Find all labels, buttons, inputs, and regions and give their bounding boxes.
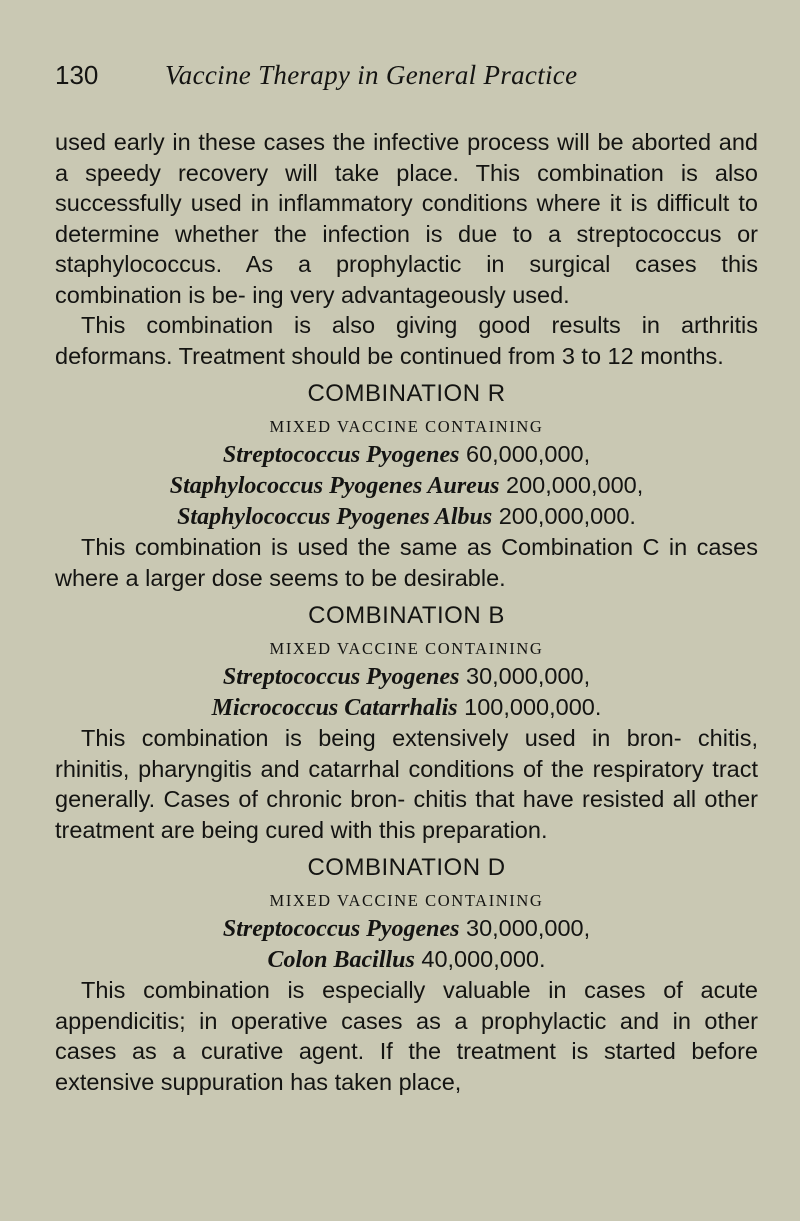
organism-count: 100,000,000. xyxy=(464,694,602,720)
combination-section xyxy=(55,379,758,593)
organism-name: Colon Bacillus xyxy=(267,947,415,973)
organism-count: 30,000,000, xyxy=(466,915,591,941)
combination-heading: COMBINATION D xyxy=(307,854,506,881)
combination-body: This combination is used the same as Combination C in cases where a larger dose seems to be desirable. xyxy=(55,534,758,591)
ingredient-line xyxy=(55,439,758,470)
combination-section xyxy=(55,853,758,1097)
ingredient-line xyxy=(55,501,758,532)
combination-subheading: MIXED VACCINE CONTAINING xyxy=(269,417,544,436)
organism-name: Streptococcus Pyogenes xyxy=(222,664,460,690)
ingredient-line xyxy=(55,692,758,723)
organism-count: 200,000,000. xyxy=(498,503,636,529)
combination-body: This combination is especially valuable in cases of acute appendicitis; in operative cases as a prophylactic and in other cases as a curative agent. If the treatment is started before extensive suppuration has taken place, xyxy=(55,977,758,1095)
organism-count: 200,000,000, xyxy=(506,472,644,498)
organism-name: Micrococcus Catarrhalis xyxy=(211,695,458,721)
running-title: Vaccine Therapy in General Practice xyxy=(165,60,578,90)
ingredient-line xyxy=(55,661,758,692)
ingredient-line xyxy=(55,944,758,975)
page-number: 130 xyxy=(55,60,99,90)
combination-subheading: MIXED VACCINE CONTAINING xyxy=(269,639,544,658)
combination-body: This combination is being extensively used in bron- chitis, rhinitis, pharyngitis and catarrhal conditions of the respiratory tract generally. Cases of chronic bron- chitis that have resisted all other treatment are being cured with this preparation. xyxy=(55,725,758,843)
organism-count: 30,000,000, xyxy=(466,663,591,689)
combination-heading: COMBINATION B xyxy=(308,602,505,629)
intro-paragraph-2: This combination is also giving good results in arthritis deformans. Treatment should be continued from 3 to 12 months. xyxy=(55,312,758,369)
combination-section xyxy=(55,601,758,845)
organism-name: Streptococcus Pyogenes xyxy=(222,442,460,468)
organism-count: 60,000,000, xyxy=(466,441,591,467)
intro-paragraph-1: used early in these cases the infective process will be aborted and a speedy recovery will take place. This combination is also successfully used in inflammatory conditions where it is difficult to determine whether the infection is due to a streptococcus or staphylococcus. As a prophylactic in surgical cases this combination is be- ing very advantageously used. xyxy=(55,129,758,308)
combination-heading: COMBINATION R xyxy=(307,380,506,407)
organism-name: Streptococcus Pyogenes xyxy=(222,916,460,942)
page-header xyxy=(55,62,758,89)
organism-name: Staphylococcus Pyogenes Albus xyxy=(177,504,493,530)
combination-subheading: MIXED VACCINE CONTAINING xyxy=(269,891,544,910)
ingredient-line xyxy=(55,913,758,944)
organism-name: Staphylococcus Pyogenes Aureus xyxy=(169,473,500,499)
ingredient-line xyxy=(55,470,758,501)
organism-count: 40,000,000. xyxy=(421,946,546,972)
